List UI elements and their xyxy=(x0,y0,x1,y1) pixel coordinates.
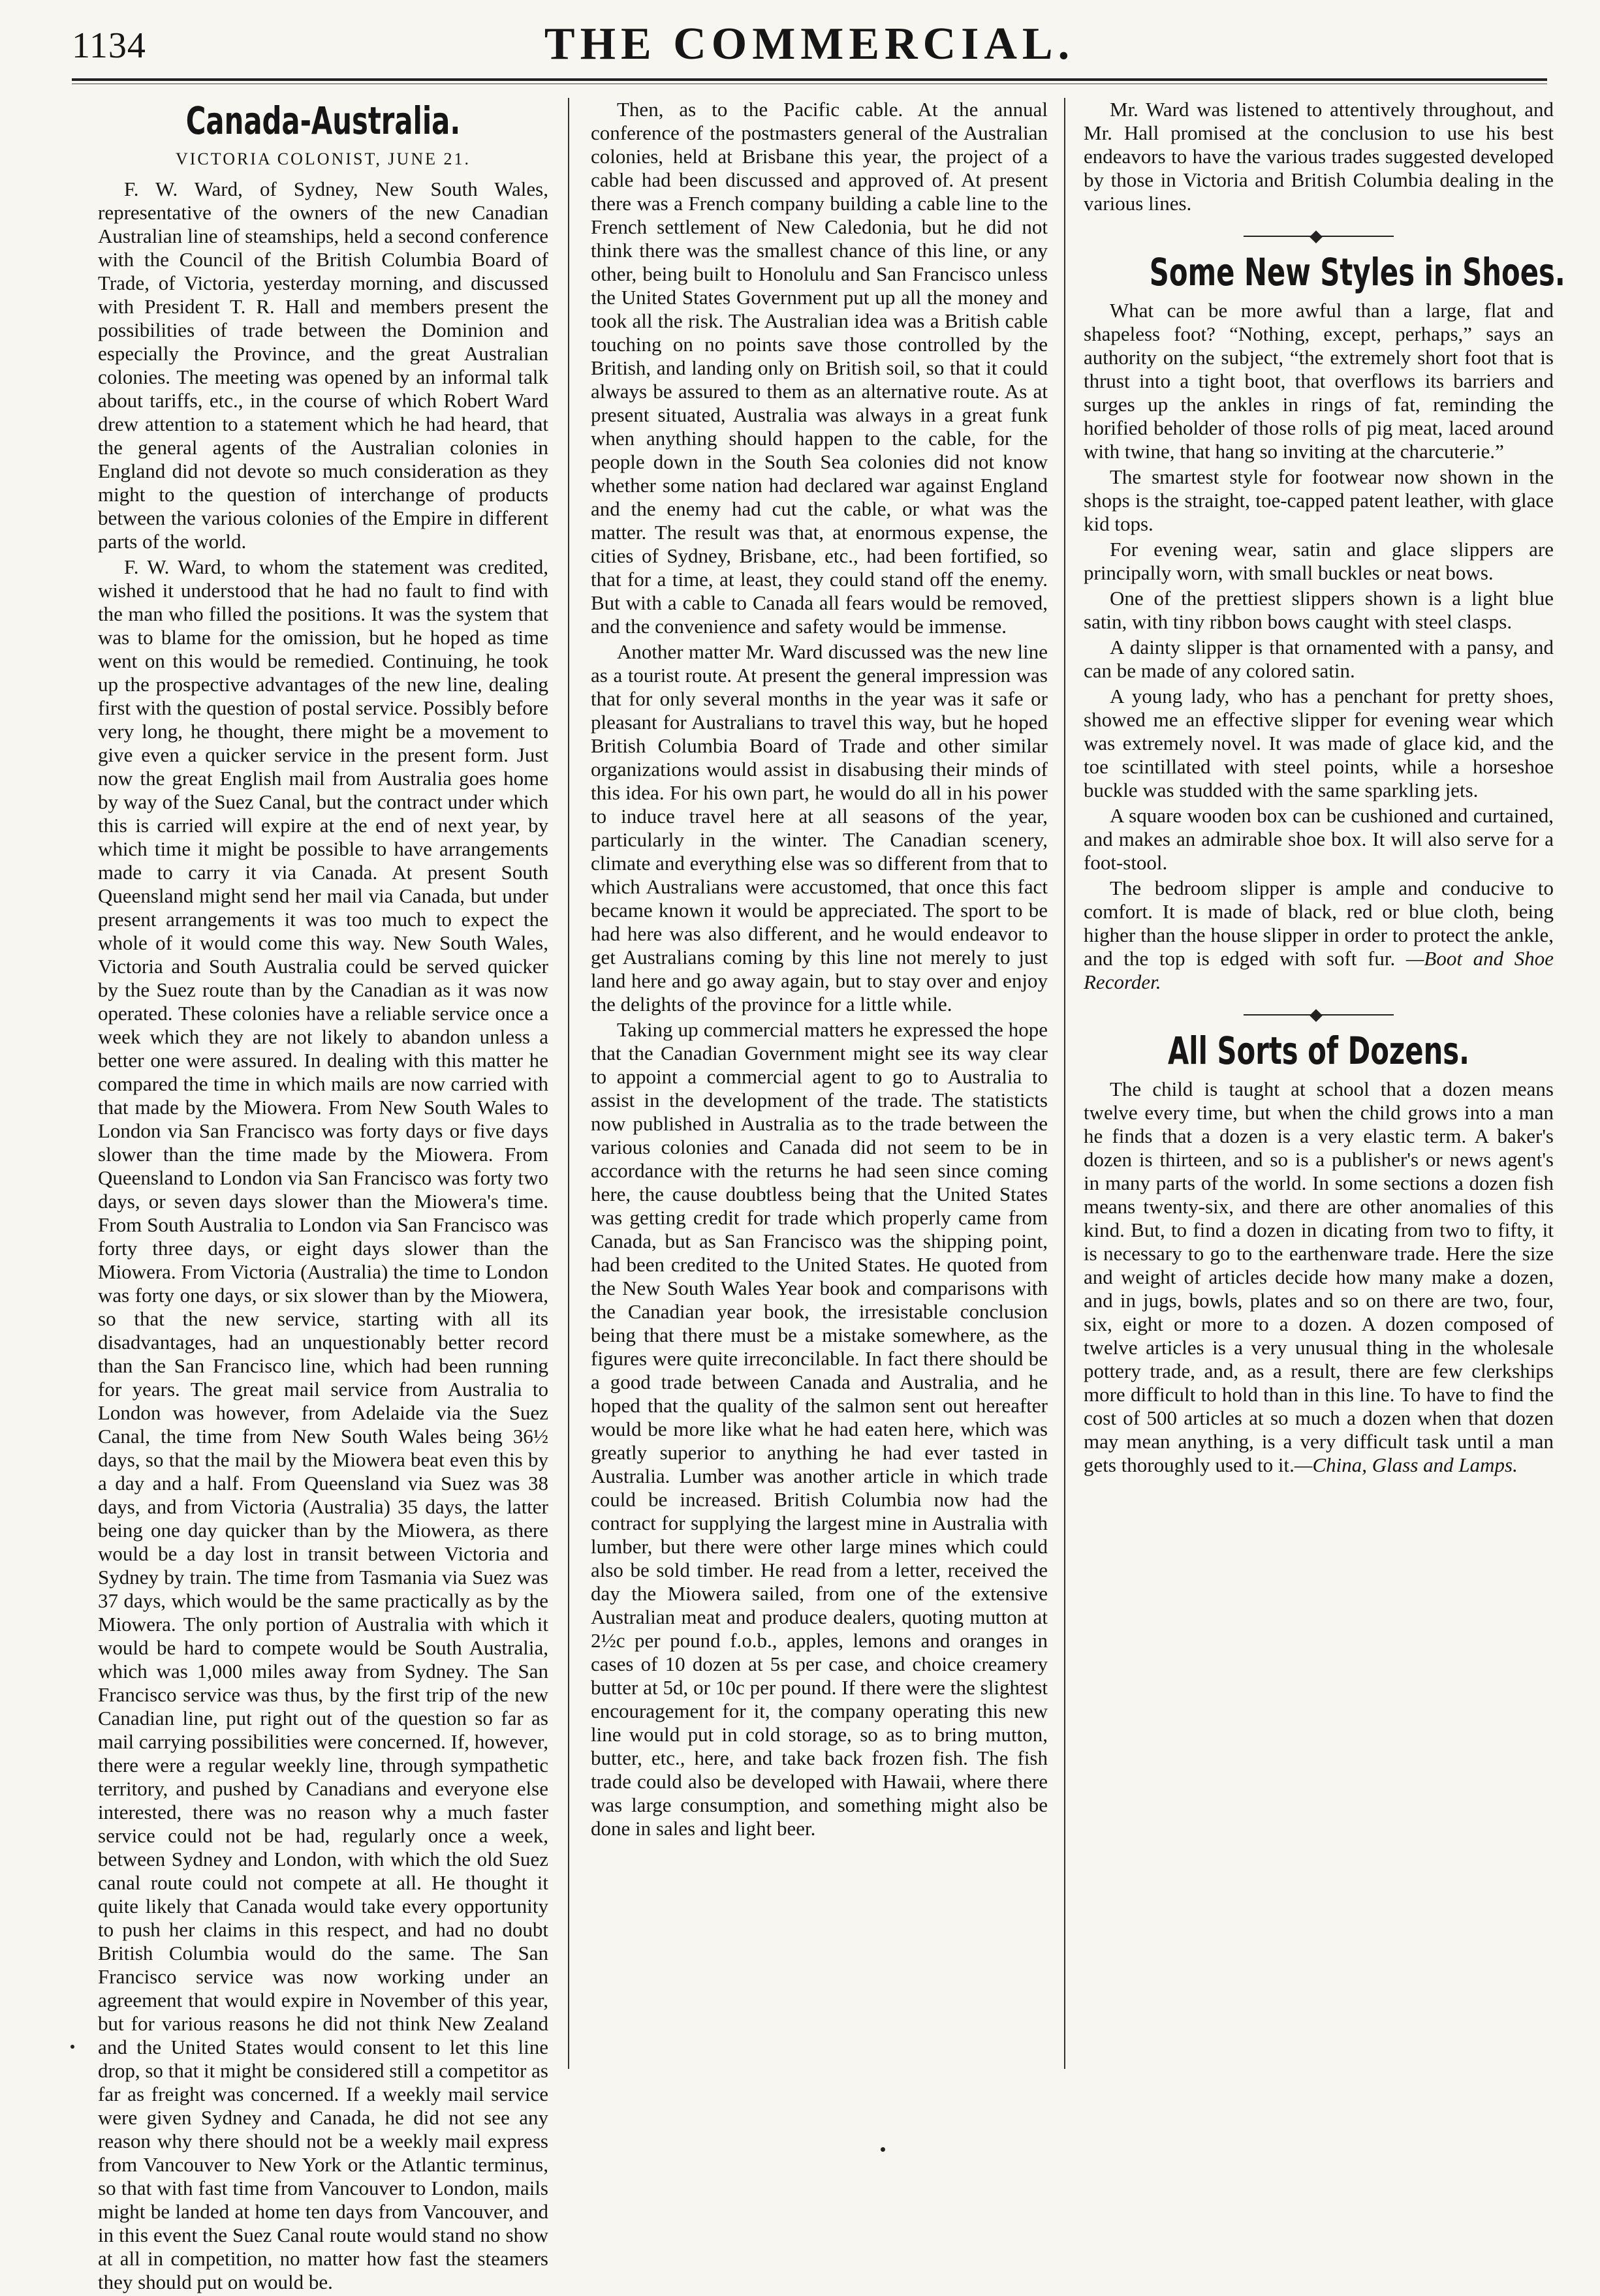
article-paragraph: Mr. Ward was listened to attentively throughout, and Mr. Hall promised at the conclusion to use his best endeavors to have the various trades suggested developed by those in Victoria and British Columbia dealing in the various lines. xyxy=(1084,98,1554,215)
article-paragraph: What can be more awful than a large, flat and shapeless foot? “Nothing, except, perhaps,” says an authority on the subject, “the extremely short foot that is thrust into a tight boot, that overflows its barriers and surges up the ankles in rings of fat, reminding the horified beholder of those rolls of pig meat, laced around with twine, that hang so inviting at the charcuterie.” xyxy=(1084,299,1554,463)
article-paragraph: Taking up commercial matters he expressed the hope that the Canadian Government might see its way clear to appoint a commercial agent to go to Australia to assist in the development of the trade. The statisticts now published in Australia as to the trade between the various colonies and Canada did not seem to be in accordance with the returns he had seen since coming here, the cause doubtless being that the United States was getting credit for trade which properly came from Canada, but as San Francisco was the shipping point, had been credited to the United States. He quoted from the New South Wales Year book and comparisons with the Canadian year book, the irresistable conclusion being that there must be a mistake somewhere, as the figures were quite irreconcilable. In fact there should be a good trade between Canada and Australia, and he hoped that the quality of the salmon sent out hereafter would be more like what he had eaten here, which was greatly superior to anything he had ever tasted in Australia. Lumber was another article in which trade could be increased. British Columbia now had the contract for supplying the largest mine in Australia with lumber, but there were other large mines which could also be sold timber. He read from a letter, received the day the Miowera sailed, from one of the extensive Australian meat and produce dealers, quoting mutton at 2½c per pound f.o.b., apples, lemons and oranges in cases of 10 dozen at 5s per case, and choice creamery butter at 5d, or 10c per pound. If there were the slightest encouragement for it, the company operating this new line would put in cold storage, so as to bring mutton, butter, etc., here, and take back frozen fish. The fish trade could also be developed with Hawaii, where there was large consumption, and something might also be done in sales and light beer. xyxy=(591,1018,1048,1840)
page-header xyxy=(72,18,1547,84)
print-mark xyxy=(881,2147,885,2152)
article-paragraph: The smartest style for footwear now shown in the shops is the straight, toe-capped patent leather, with glace kid tops. xyxy=(1084,465,1554,535)
dateline: VICTORIA COLONIST, JUNE 21. xyxy=(176,149,471,168)
masthead: THE COMMERCIAL. xyxy=(544,19,1075,69)
article-paragraph: Another matter Mr. Ward discussed was the new line as a tourist route. At present the general impression was that for only several months in the year was it safe or pleasant for Australians to travel this way, but he hoped British Columbia Board of Trade and other similar organizations would assist in disabusing their minds of this idea. For his own part, he would do all in his power to induce travel here at all seasons of the year, particularly in the winter. The Canadian scenery, climate and everything else was so different from that to which Australians were accustomed, that once this fact became known it would be appreciated. The sport to be had here was also different, and he would endeavor to get Australians coming by this line not merely to just land here and go away again, but to stay over and enjoy the delights of the province for a little while. xyxy=(591,640,1048,1016)
article-paragraph: For evening wear, satin and glace slippers are principally worn, with small buckles or neat bows. xyxy=(1084,538,1554,584)
article-paragraph: F. W. Ward, of Sydney, New South Wales, representative of the owners of the new Canadian Australian line of steamships, held a second conference with the Council of the British Columbia Board of Trade, of Victoria, yesterday morning, and discussed with President T. R. Hall and members present the possibilities of trade between the Dominion and especially the Province, and the great Australian colonies. The meeting was opened by an informal talk about tariffs, etc., in the course of which Robert Ward drew attention to a statement which he had heard, that the general agents of the Australian colonies in England did not devote so much consideration as they might to the question of interchange of products between the various colonies of the Empire in different parts of the world. xyxy=(98,178,548,553)
column-2 xyxy=(591,98,1048,1842)
column-1 xyxy=(98,98,548,2296)
section-divider xyxy=(1244,232,1394,240)
column-rule xyxy=(568,98,569,2069)
article-headline: All Sorts of Dozens. xyxy=(1167,1029,1470,1073)
article-paragraph: A dainty slipper is that ornamented with a pansy, and can be made of any colored satin. xyxy=(1084,636,1554,682)
article-paragraph: Then, as to the Pacific cable. At the annual conference of the postmasters general of the Australian colonies, held at Brisbane this year, the project of a cable had been discussed and approved of. At present there was a French company building a cable line to the French settlement of New Caledonia, but he did not think there was the smallest chance of this line, or any other, being built to Honolulu and San Francisco unless the United States Government put up all the money and took all the risk. The Australian idea was a British cable touching on no points save those controlled by the British, and landing only on British soil, so that it could always be assured to them as an alternative route. As at present situated, Australia was always in a great funk when anything should happen to the cable, for the people down in the South Sea colonies did not know whether some nation had declared war against England and the enemy had cut the cable, or what was the matter. The result was that, at enormous expense, the cities of Sydney, Brisbane, etc., had been fortified, so that for a time, at least, they could stand off the enemy. But with a cable to Canada all fears would be removed, and the convenience and safety would be immense. xyxy=(591,98,1048,638)
source-credit: —China, Glass and Lamps. xyxy=(1294,1453,1518,1476)
article-paragraph: F. W. Ward, to whom the statement was credited, wished it understood that he had no fault to find with the man who filled the positions. It was the system that was to blame for the omission, but he hoped as time went on this would be remedied. Continuing, he took up the prospective advantages of the new line, dealing first with the question of postal service. Possibly before very long, he thought, there might be a movement to give even a quicker service in the present form. Just now the great English mail from Australia goes home by way of the Suez Canal, but the contract under which this is carried will expire at the end of next year, by which time it might be possible to have arrangements made to carry it via Canada. At present South Queensland might send her mail via Canada, but under present arrangements it was too much to expect the whole of it would come this way. New South Wales, Victoria and South Australia could be served quicker by the Suez route than by the Canadian as it was now operated. These colonies have a reliable service once a week which they are not likely to abandon unless a better one were assured. In dealing with this matter he compared the time in which mails are now carried with that made by the Miowera. From New South Wales to London via San Francisco was forty days or five days slower than the time made by the Miowera. From Queensland to London via San Francisco was forty two days, or seven days slower than the Miowera's time. From South Australia to London via San Francisco was forty three days, or eight days slower than the Miowera. From Victoria (Australia) the time to London was forty one days, or six slower than by the Miowera, so that the new service, starting with all its disadvantages, had an unquestionably better record than the San Francisco line, which had been running for years. The great mail service from Australia to London was however, from Adelaide via the Suez Canal, the time from New South Wales being 36½ days, so that the mail by the Miowera beat even this by a day and a half. From Queensland via Suez was 38 days, and from Victoria (Australia) 35 days, the latter being one day quicker than by the Miowera, as there would be a day lost in transit between Victoria and Sydney by train. The time from Tasmania via Suez was 37 days, which would be the same practically as by the Miowera. The only portion of Australia with which it would be hard to compete would be South Australia, which was 1,000 miles away from Sydney. The San Francisco service was thus, by the first trip of the new Canadian line, put right out of the question so far as mail carrying possibilities were concerned. If, however, there were a regular weekly line, through sympathetic territory, and pushed by Canadians and everyone else interested, there was no reason why a much faster service could not be had, regularly once a week, between Sydney and London, with which the old Suez canal route could not compete at all. He thought it quite likely that Canada would take every opportunity to push her claims in this respect, and had no doubt British Columbia would do the same. The San Francisco service was now working under an agreement that would expire in November of this year, but for various reasons he did not think New Zealand and the United States would consent to let this line drop, so that it might be considered still a competitor as far as freight was concerned. If a weekly mail service were given Sydney and Canada, he did not see any reason why there should not be a weekly mail express from Vancouver to New York or the Atlantic terminus, so that with fast time from Vancouver to London, mails might be landed at home ten days from Vancouver, and in this event the Suez Canal route would stand no show at all in competition, no matter how fast the steamers they should put on would be. xyxy=(98,555,548,2293)
page-number: 1134 xyxy=(72,25,146,66)
article-headline: Canada-Australia. xyxy=(185,99,461,143)
article-paragraph xyxy=(1084,877,1554,994)
article-headline: Some New Styles in Shoes. xyxy=(1149,250,1565,294)
column-rule xyxy=(1064,98,1065,2069)
article-paragraph: A square wooden box can be cushioned and curtained, and makes an admirable shoe box. It will also serve for a foot-stool. xyxy=(1084,804,1554,874)
column-3 xyxy=(1084,98,1565,1479)
print-mark xyxy=(71,2045,74,2049)
paragraph-text: The child is taught at school that a dozen means twelve every time, but when the child grows into a man he finds that a dozen is a very elastic term. A baker's dozen is thirteen, and so is a publisher's or news agent's in many parts of the world. In some sections a dozen fish means twenty-six, and there are other anomalies of this kind. But, to find a dozen in dicating from two to fifty, it is necessary to go to the earthenware trade. Here the size and weight of articles decide how many make a dozen, and in jugs, bowls, plates and so on there are two, four, six, eight or more to a dozen. A dozen composed of twelve articles is a very unusual thing in the wholesale pottery trade, and, as a result, there are few clerkships more difficult to hold than in this line. To have to find the cost of 500 articles at so much a dozen when that dozen may mean anything, is a very difficult task until a man gets thoroughly used to it. xyxy=(1084,1078,1554,1476)
article-paragraph: A young lady, who has a penchant for pretty shoes, showed me an effective slipper for evening wear which was extremely novel. It was made of glace kid, and the toe scintillated with steel points, while a horseshoe buckle was studded with the same sparkling jets. xyxy=(1084,685,1554,801)
source-credit: —Boot and Shoe Recorder. xyxy=(1084,947,1554,993)
article-paragraph: One of the prettiest slippers shown is a light blue satin, with tiny ribbon bows caught with steel clasps. xyxy=(1084,587,1554,633)
header-rule xyxy=(72,78,1547,81)
paragraph-text: The bedroom slipper is ample and conducive to comfort. It is made of black, red or blue cloth, being higher than the house slipper in order to protect the ankle, and the top is edged with soft fur. xyxy=(1084,877,1554,970)
article-paragraph xyxy=(1084,1078,1554,1477)
section-divider xyxy=(1244,1011,1394,1019)
